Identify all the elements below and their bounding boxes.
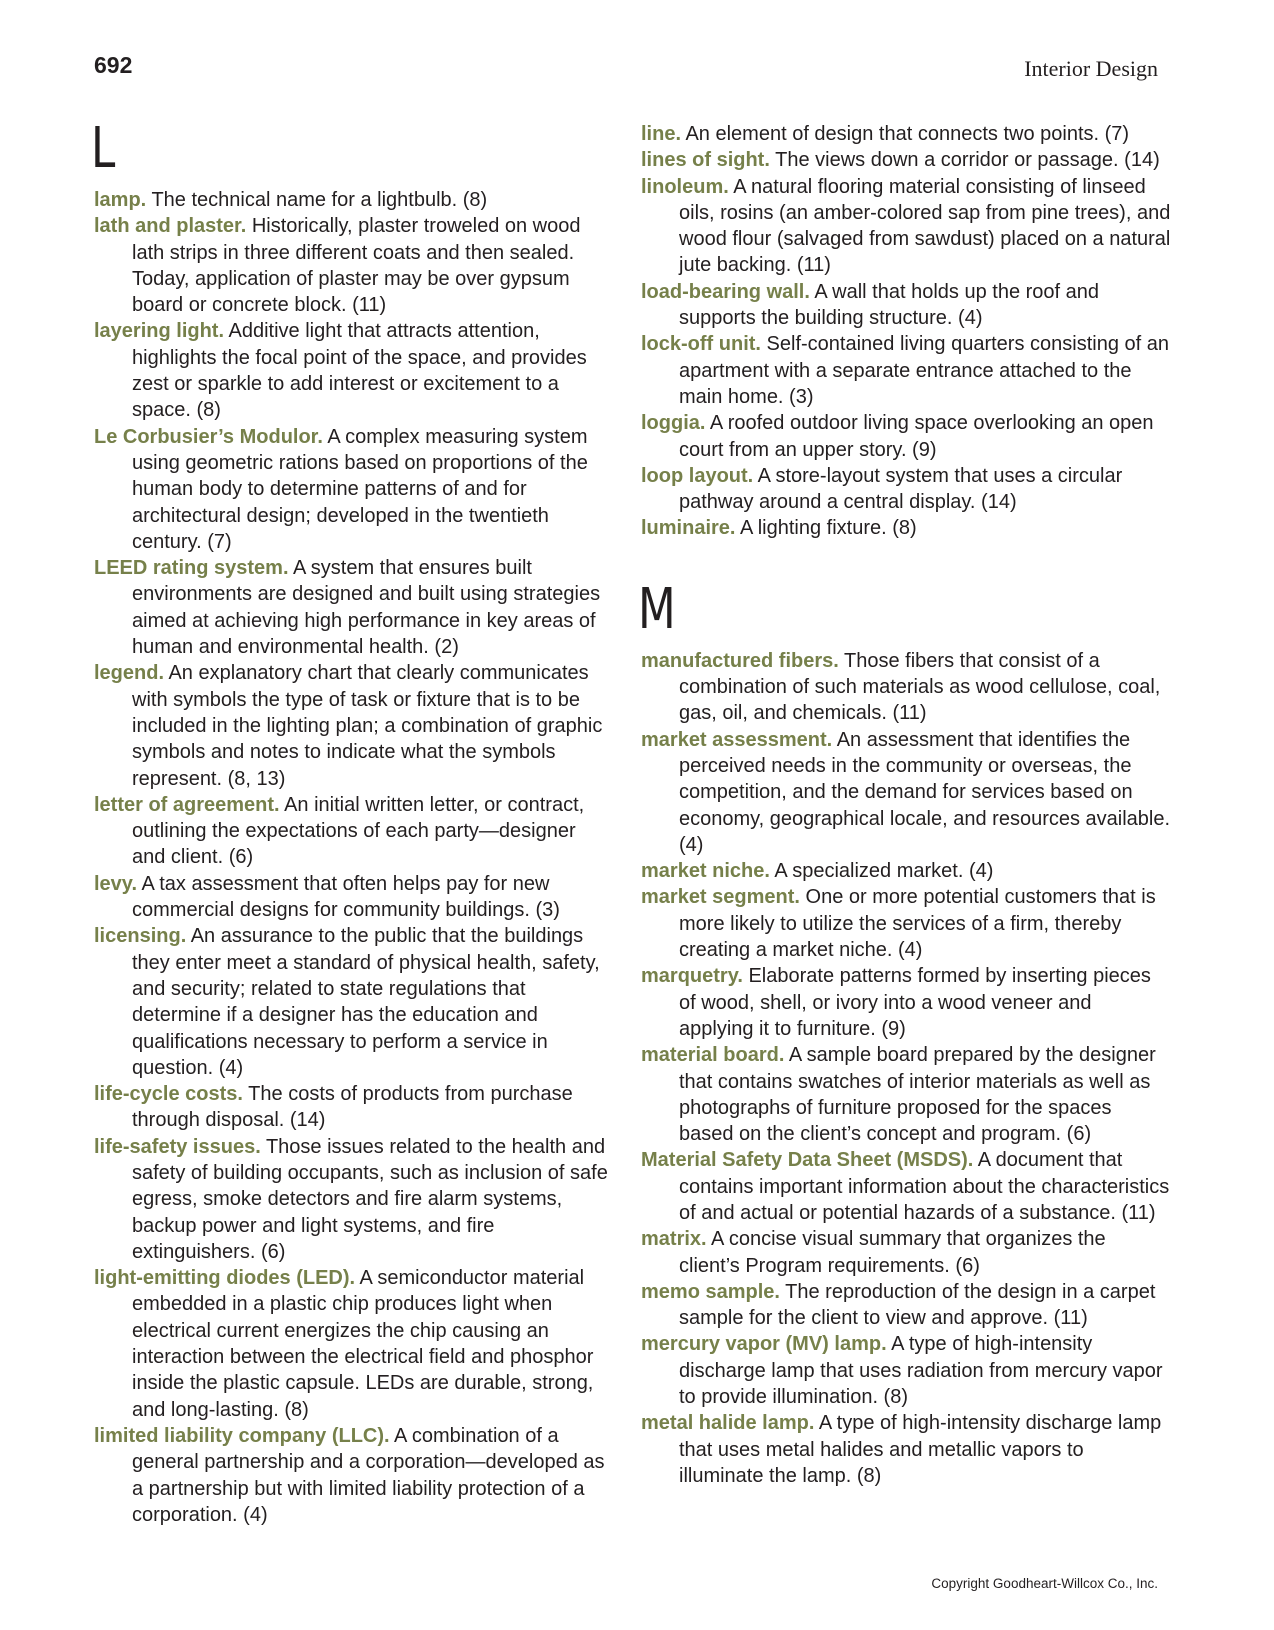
glossary-entry-legend — [94, 660, 614, 791]
entry-definition: A type of high-intensity discharge lamp that uses metal halides and metallic vapors to illuminate the lamp. (8) — [679, 1412, 1162, 1487]
entry-term: memo sample. — [641, 1280, 780, 1303]
entry-term: manufactured fibers. — [641, 649, 839, 672]
glossary-entry-leed-rating-system — [94, 555, 614, 660]
glossary-entry-lines-of-sight — [641, 147, 1171, 173]
entry-definition: A tax assessment that often helps pay for new commercial designs for community buildings. (3) — [132, 872, 560, 922]
entry-term: matrix. — [641, 1228, 707, 1251]
entry-term: market niche. — [641, 860, 770, 883]
entry-definition: Historically, plaster troweled on wood lath strips in three different coats and then sealed. Today, application of plaster may be over gypsum board or concrete block. (11) — [132, 215, 581, 317]
glossary-entry-luminaire — [641, 515, 1171, 541]
section-letter-l: L — [91, 116, 116, 181]
entry-term: luminaire. — [641, 517, 736, 540]
entry-definition: A concise visual summary that organizes the client’s Program requirements. (6) — [679, 1228, 1106, 1277]
entry-definition: A complex measuring system using geometric rations based on proportions of the human body to determine patterns of and for architectural design; developed in the twentieth century. (7) — [132, 425, 588, 553]
entry-definition: An explanatory chart that clearly communicates with symbols the type of task or fixture that is to be included in the lighting plan; a combination of graphic symbols and notes to indicate what the symbols represent. (8, 13) — [132, 662, 603, 790]
entry-definition: A wall that holds up the roof and supports the building structure. (4) — [679, 280, 1100, 330]
entry-definition: The reproduction of the design in a carpet sample for the client to view and approve. (11) — [679, 1280, 1156, 1330]
entry-term: lamp. — [94, 189, 147, 211]
entry-term: metal halide lamp. — [641, 1412, 815, 1435]
entry-term: lock-off unit. — [641, 333, 761, 356]
entry-definition: Additive light that attracts attention, highlights the focal point of the space, and provides zest or sparkle to add interest or excitement to a space. (8) — [132, 320, 587, 422]
left-column — [91, 116, 614, 1528]
entry-term: linoleum. — [641, 175, 729, 198]
entry-definition: Elaborate patterns formed by inserting pieces of wood, shell, or ivory into a wood veneer and applying it to furniture. (9) — [679, 965, 1151, 1040]
entry-term: marquetry. — [641, 965, 743, 988]
entry-term: levy. — [94, 872, 137, 895]
entry-term: limited liability company (LLC). — [94, 1424, 390, 1447]
glossary-entry-lath-and-plaster — [94, 213, 614, 318]
entry-definition: A system that ensures built environments are designed and built using strategies aimed at achieving high performance in key areas of human and environmental health. (2) — [132, 557, 601, 659]
running-head: Interior Design — [1024, 56, 1158, 81]
glossary-entry-market-niche — [641, 858, 1171, 884]
glossary-entry-light-emitting-diodes — [94, 1265, 614, 1423]
entry-definition: A semiconductor material embedded in a plastic chip produces light when electrical current energizes the chip causing an interaction between the electrical field and phosphor inside the plastic capsule. LEDs are durable, strong, and long-lasting. (8) — [132, 1267, 594, 1421]
entry-term: line. — [641, 123, 682, 145]
entry-definition: The technical name for a lightbulb. (8) — [151, 189, 488, 211]
glossary-entry-letter-of-agreement — [94, 792, 614, 871]
entry-definition: A specialized market. (4) — [774, 860, 994, 883]
glossary-entry-lamp — [94, 187, 614, 213]
entry-definition: An element of design that connects two points. (7) — [685, 123, 1130, 145]
glossary-entry-loop-layout — [641, 463, 1171, 516]
entry-term: layering light. — [94, 320, 225, 343]
entry-definition: One or more potential customers that is more likely to utilize the services of a firm, thereby creating a market niche. (4) — [679, 886, 1156, 962]
glossary-entry-market-assessment — [641, 727, 1171, 858]
entry-definition: A combination of a general partnership and a corporation—developed as a partnership but with limited liability protection of a corporation. (4) — [132, 1424, 605, 1526]
glossary-entry-limited-liability-company — [94, 1423, 614, 1528]
entry-term: material board. — [641, 1044, 785, 1067]
glossary-entry-marquetry — [641, 963, 1171, 1042]
entry-term: life-safety issues. — [94, 1135, 261, 1158]
glossary-entry-line — [641, 121, 1171, 147]
glossary-entry-levy — [94, 871, 614, 924]
entry-definition: A document that contains important information about the characteristics of and actual or potential hazards of a substance. (11) — [679, 1149, 1170, 1224]
entry-term: load-bearing wall. — [641, 280, 810, 303]
entry-definition: The costs of products from purchase through disposal. (14) — [132, 1083, 573, 1132]
entry-term: LEED rating system. — [94, 557, 289, 580]
entry-definition: A lighting fixture. (8) — [739, 517, 917, 540]
glossary-entry-manufactured-fibers — [641, 648, 1171, 727]
entry-definition: A natural flooring material consisting of linseed oils, rosins (an amber-colored sap from pine trees), and wood flour (salvaged from sawdust) placed on a natural jute backing. (11) — [679, 175, 1171, 277]
glossary-entry-material-board — [641, 1042, 1171, 1147]
entry-term: market segment. — [641, 886, 800, 909]
glossary-entry-life-safety-issues — [94, 1134, 614, 1265]
glossary-entry-msds — [641, 1147, 1171, 1226]
glossary-entry-mercury-vapor-lamp — [641, 1331, 1171, 1410]
glossary-entry-le-corbusiers-modulor — [94, 424, 614, 555]
entry-term: lines of sight. — [641, 149, 770, 172]
entry-term: light-emitting diodes (LED). — [94, 1267, 356, 1290]
page-number: 692 — [94, 52, 133, 78]
entry-term: loggia. — [641, 412, 706, 435]
glossary-entry-metal-halide-lamp — [641, 1410, 1171, 1489]
entry-definition: An assessment that identifies the perceived needs in the community or overseas, the competition, and the demand for services based on economy, geographical locale, and resources available. (4) — [679, 728, 1171, 856]
entry-term: mercury vapor (MV) lamp. — [641, 1333, 887, 1356]
entry-term: Material Safety Data Sheet (MSDS). — [641, 1149, 974, 1172]
glossary-entry-layering-light — [94, 318, 614, 423]
glossary-entry-lock-off-unit — [641, 331, 1171, 410]
glossary-entry-linoleum — [641, 174, 1171, 279]
entry-definition: An assurance to the public that the buildings they enter meet a standard of physical health, safety, and security; related to state regulations that determine if a designer has the education and qualifications necessary to perform a service in question. (4) — [132, 925, 600, 1079]
glossary-entry-life-cycle-costs — [94, 1081, 614, 1134]
glossary-entry-licensing — [94, 923, 614, 1081]
glossary-entry-matrix — [641, 1226, 1171, 1279]
entry-definition: Self-contained living quarters consisting of an apartment with a separate entrance attached to the main home. (3) — [679, 333, 1169, 408]
entry-term: Le Corbusier’s Modulor. — [94, 425, 323, 448]
entry-term: market assessment. — [641, 728, 833, 751]
right-column — [638, 121, 1171, 1489]
entry-definition: An initial written letter, or contract, outlining the expectations of each party—designer and client. (6) — [132, 793, 585, 869]
entry-definition: Those issues related to the health and safety of building occupants, such as inclusion of safe egress, smoke detectors and fire alarm systems, backup power and light systems, and fire extinguishers. (6) — [132, 1135, 608, 1263]
entry-definition: A sample board prepared by the designer that contains swatches of interior materials as well as photographs of furniture proposed for the spaces based on the client’s concept and program. (6) — [679, 1044, 1156, 1146]
entry-definition: A type of high-intensity discharge lamp that uses radiation from mercury vapor to provide illumination. (8) — [679, 1333, 1163, 1409]
entry-definition: Those fibers that consist of a combination of such materials as wood cellulose, coal, gas, oil, and chemicals. (11) — [679, 649, 1161, 725]
glossary-entry-memo-sample — [641, 1279, 1171, 1332]
entry-definition: A store-layout system that uses a circular pathway around a central display. (14) — [679, 464, 1123, 514]
entry-term: legend. — [94, 662, 165, 685]
copyright-footer: Copyright Goodheart-Willcox Co., Inc. — [931, 1576, 1158, 1591]
glossary-entry-market-segment — [641, 884, 1171, 963]
entry-definition: The views down a corridor or passage. (14) — [775, 149, 1160, 172]
entry-term: lath and plaster. — [94, 215, 247, 238]
glossary-entry-loggia — [641, 410, 1171, 463]
entry-term: loop layout. — [641, 464, 754, 487]
glossary-entry-load-bearing-wall — [641, 279, 1171, 332]
entry-term: letter of agreement. — [94, 793, 280, 816]
entry-term: licensing. — [94, 925, 187, 948]
entry-definition: A roofed outdoor living space overlooking an open court from an upper story. (9) — [679, 412, 1154, 461]
entry-term: life-cycle costs. — [94, 1083, 243, 1106]
section-letter-m: M — [638, 576, 676, 642]
